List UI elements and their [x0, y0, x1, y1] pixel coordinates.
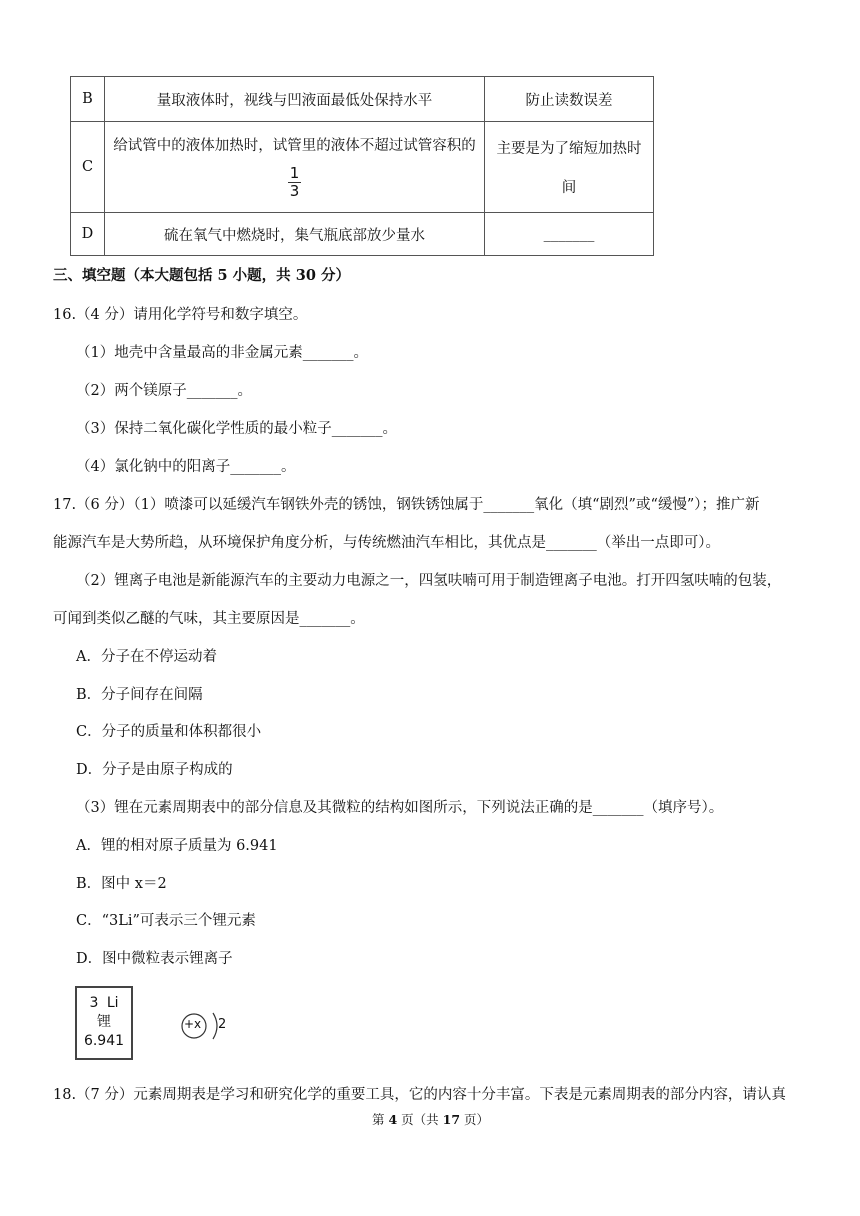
- operation-text: 给试管中的液体加热时，试管里的液体不超过试管容积的: [113, 138, 476, 154]
- question-16-item: （2）两个镁原子_______。: [76, 383, 252, 399]
- atom-structure-diagram: [180, 1006, 228, 1046]
- question-18-line: 18.（7 分）元素周期表是学习和研究化学的重要工具，它的内容十分丰富。下表是元素周期表的部分内容，请认真: [53, 1087, 786, 1103]
- question-17-line: （2）锂离子电池是新能源汽车的主要动力电源之一，四氢呋喃可用于制造锂离子电池。打开四氢呋喃的包装，: [76, 573, 782, 589]
- question-16-item: （4）氯化钠中的阳离子_______。: [76, 459, 296, 475]
- option-d: D．图中微粒表示锂离子: [76, 951, 233, 967]
- row-label: B: [71, 77, 105, 122]
- purpose-line: 间: [561, 180, 577, 196]
- table-row: [71, 213, 654, 256]
- element-header: [77, 994, 131, 1013]
- footer-suffix: 页）: [460, 1112, 490, 1127]
- element-name: 锂: [97, 1014, 111, 1030]
- element-card: [75, 986, 133, 1060]
- fraction-denominator: 3: [289, 182, 300, 200]
- row-label: C: [71, 122, 105, 213]
- fraction: [288, 165, 302, 200]
- question-17-line: （3）锂在元素周期表中的部分信息及其微粒的结构如图所示，下列说法正确的是_______（填序号）。: [76, 800, 724, 816]
- atomic-mass: 6.941: [83, 1033, 125, 1049]
- table-row: [71, 77, 654, 122]
- question-17-line: 17.（6 分）（1）喷漆可以延缓汽车钢铁外壳的锈蚀，钢铁锈蚀属于_______氧化（填“剧烈”或“缓慢”）；推广新: [53, 497, 760, 513]
- question-16-item: （3）保持二氧化碳化学性质的最小粒子_______。: [76, 421, 397, 437]
- fraction-numerator: 1: [289, 164, 300, 182]
- option-c: C．分子的质量和体积都很小: [76, 724, 262, 740]
- option-a: A．分子在不停运动着: [76, 649, 217, 665]
- question-16-stem: 16.（4 分）请用化学符号和数字填空。: [53, 307, 308, 323]
- operation-cell: 硫在氧气中燃烧时，集气瓶底部放少量水: [105, 213, 485, 256]
- option-c: C．“3Li”可表示三个锂元素: [76, 913, 256, 929]
- purpose-line: 主要是为了缩短加热时: [496, 141, 642, 157]
- option-b: B．图中 x＝2: [76, 876, 167, 892]
- page-total: 17: [442, 1112, 461, 1127]
- footer-middle: 页（共: [397, 1112, 443, 1127]
- page-footer: [372, 1110, 489, 1128]
- row-label: D: [71, 213, 105, 256]
- table-row: [71, 122, 654, 213]
- question-17-line: 可闻到类似乙醚的气味，其主要原因是_______。: [53, 611, 365, 627]
- option-d: D．分子是由原子构成的: [76, 762, 233, 778]
- electron-shell-arc: [213, 1013, 217, 1039]
- purpose-cell: _______: [485, 213, 654, 256]
- experiment-table: [70, 76, 654, 256]
- operation-cell: [105, 122, 485, 213]
- nucleus-charge: +x: [184, 1017, 202, 1031]
- shell-electron-count: 2: [218, 1017, 227, 1032]
- purpose-cell: 防止读数误差: [485, 77, 654, 122]
- element-symbol: Li: [106, 995, 119, 1011]
- option-b: B．分子间存在间隔: [76, 687, 203, 703]
- page-number: 4: [388, 1112, 398, 1127]
- atomic-number: 3: [89, 995, 99, 1011]
- question-17-line: 能源汽车是大势所趋，从环境保护角度分析，与传统燃油汽车相比，其优点是_______（举出一点即可）。: [53, 535, 720, 551]
- operation-cell: 量取液体时，视线与凹液面最低处保持水平: [105, 77, 485, 122]
- question-16-item: （1）地壳中含量最高的非金属元素_______。: [76, 345, 368, 361]
- section-heading: 三、填空题（本大题包括 5 小题，共 30 分）: [53, 267, 350, 284]
- purpose-cell: [485, 122, 654, 213]
- footer-prefix: 第: [372, 1112, 389, 1127]
- option-a: A．锂的相对原子质量为 6.941: [76, 838, 278, 854]
